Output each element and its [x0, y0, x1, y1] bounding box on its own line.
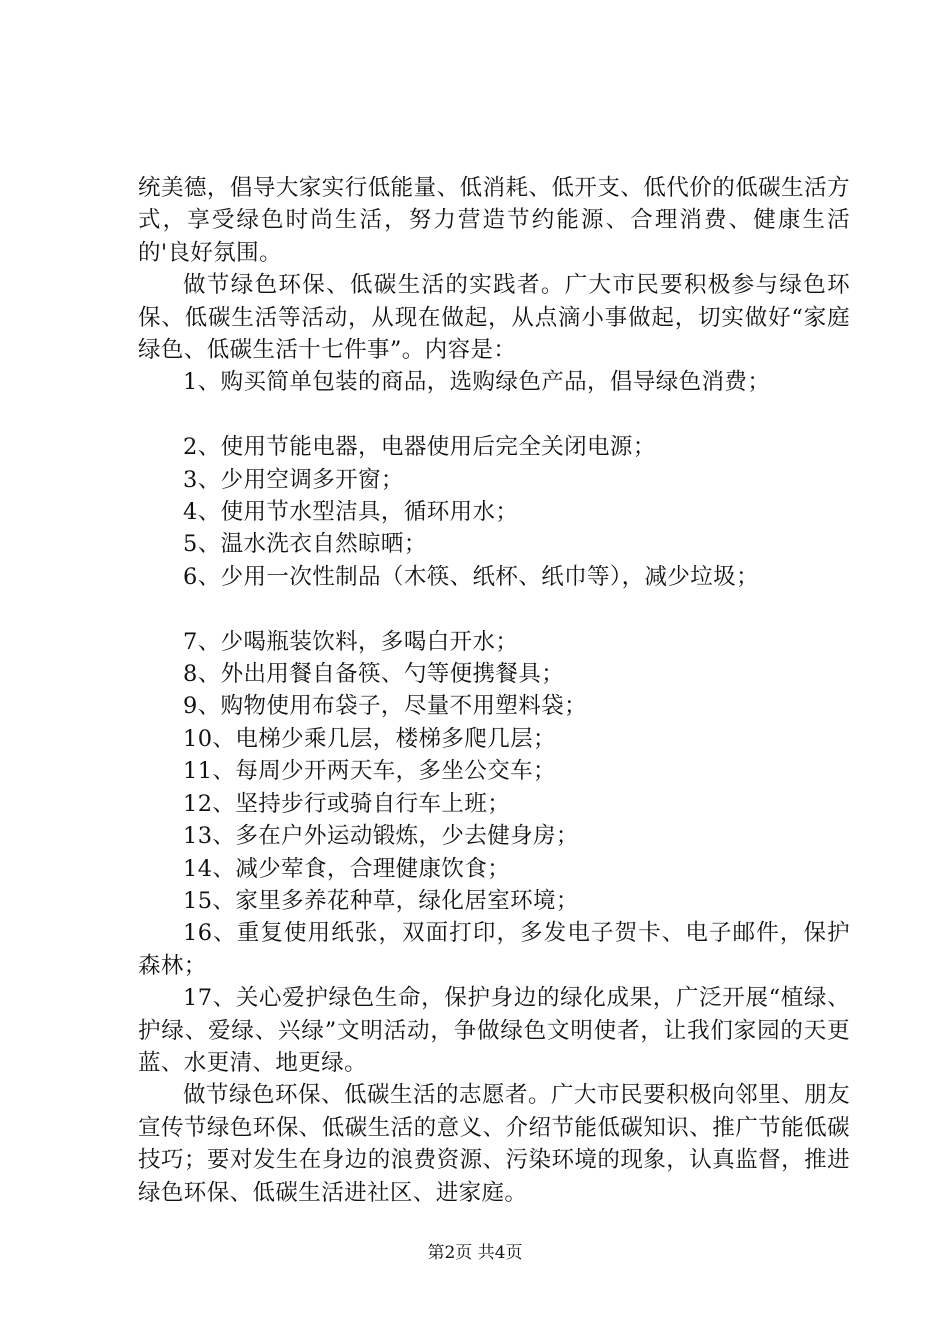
list-item-13: 13、多在户外运动锻炼，少去健身房； — [183, 823, 579, 850]
list-item-5: 5、温水洗衣自然晾晒； — [183, 531, 427, 558]
paragraph-volunteer: 做节绿色环保、低碳生活的志愿者。广大市民要积极向邻里、朋友宣传节绿色环保、低碳生活的意义、介绍节能低碳知识、推广节能低碳技巧；要对发生在身边的浪费资源、污染环境的现象，认真监督，推进绿色环保、低碳生活进社区、进家庭。 — [138, 1082, 850, 1206]
paragraph-continuation: 统美德，倡导大家实行低能量、低消耗、低开支、低代价的低碳生活方式，享受绿色时尚生活，努力营造节约能源、合理消费、健康生活的'良好氛围。 — [138, 175, 850, 266]
list-item-14: 14、减少荤食，合理健康饮食； — [183, 855, 511, 882]
list-item-15: 15、家里多养花种草，绿化居室环境； — [183, 887, 579, 914]
page-number-footer: 第2页 共4页 — [427, 1243, 523, 1263]
list-item-1: 1、购买简单包装的商品，选购绿色产品，倡导绿色消费； — [183, 369, 771, 396]
list-item-4: 4、使用节水型洁具，循环用水； — [183, 499, 519, 526]
document-body — [138, 172, 850, 1209]
list-item-12: 12、坚持步行或骑自行车上班； — [183, 790, 511, 817]
list-item-16: 16、重复使用纸张，双面打印，多发电子贺卡、电子邮件，保护森林； — [138, 920, 850, 979]
list-item-11: 11、每周少开两天车，多坐公交车； — [183, 758, 556, 785]
list-item-3: 3、少用空调多开窗； — [183, 466, 404, 493]
list-item-7: 7、少喝瓶装饮料，多喝白开水； — [183, 628, 519, 655]
list-item-17: 17、关心爱护绿色生命，保护身边的绿化成果，广泛开展“植绿、护绿、爱绿、兴绿”文明活动，争做绿色文明使者，让我们家园的天更蓝、水更清、地更绿。 — [138, 985, 850, 1076]
list-item-6: 6、少用一次性制品（木筷、纸杯、纸巾等），减少垃圾； — [183, 563, 759, 590]
list-item-10: 10、电梯少乘几层，楼梯多爬几层； — [183, 725, 556, 752]
list-item-8: 8、外出用餐自备筷、勺等便携餐具； — [183, 661, 565, 688]
list-item-2: 2、使用节能电器，电器使用后完全关闭电源； — [183, 434, 656, 461]
list-item-9: 9、购物使用布袋子，尽量不用塑料袋； — [183, 693, 588, 720]
paragraph-practitioner: 做节绿色环保、低碳生活的实践者。广大市民要积极参与绿色环保、低碳生活等活动，从现在做起，从点滴小事做起，切实做好“家庭绿色、低碳生活十七件事”。内容是： — [138, 272, 850, 364]
